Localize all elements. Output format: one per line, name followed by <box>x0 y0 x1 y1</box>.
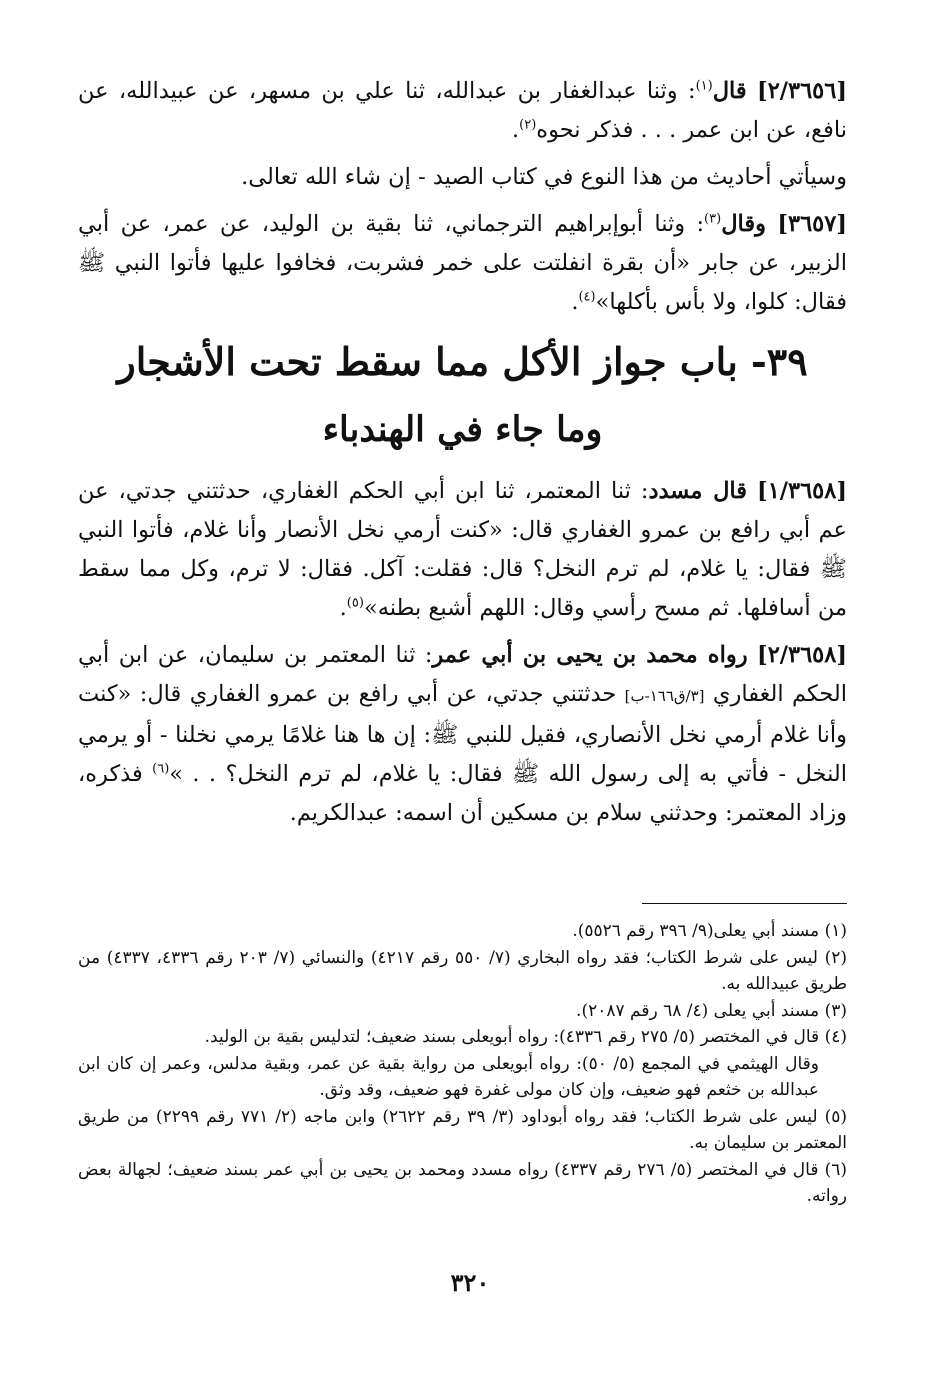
hadith-3656-2 <box>78 72 847 150</box>
narrator-label: قال <box>712 78 747 104</box>
footnote <box>78 1024 847 1051</box>
footnote <box>78 1157 847 1210</box>
footnote-text: مسند أبي يعلى(٩/ ٣٩٦ رقم ٥٥٢٦). <box>572 921 820 941</box>
footnote <box>78 1104 847 1157</box>
chapter-title: ٣٩- باب جواز الأكل مما سقط تحت الأشجار <box>117 339 808 384</box>
footnote-text: قال في المختصر (٥/ ٢٧٥ رقم ٤٣٣٦): رواه أبويعلى بسند ضعيف؛ لتدليس بقية بن الوليد. <box>204 1027 820 1047</box>
footnote-number: (٢) <box>824 947 847 968</box>
footnote <box>78 918 847 945</box>
hadith-number: [٣٦٥٧] <box>777 211 848 237</box>
footnote <box>78 945 847 998</box>
narrator-label: رواه محمد بن يحيى بن أبي عمر <box>432 642 748 668</box>
hadith-3658-1 <box>78 472 847 628</box>
hadith-3658-2 <box>78 636 847 833</box>
footnote-number: (٥) <box>824 1106 847 1127</box>
hadith-text: فذكره، وزاد المعتمر: وحدثني سلام بن مسكين أن اسمه: عبدالكريم. <box>78 761 847 826</box>
hadith-3657 <box>78 205 847 322</box>
footnote-number: (١) <box>824 921 847 941</box>
narrator-label: قال مسدد <box>648 478 748 504</box>
footnote-ref: (١) <box>695 78 713 94</box>
punctuation: . <box>339 595 347 621</box>
narrator-label: وقال <box>721 211 767 237</box>
footnote-text: مسند أبي يعلى (٤/ ٦٨ رقم ٢٠٨٧). <box>576 1000 820 1021</box>
footnote-number: (٦) <box>824 1159 847 1180</box>
punctuation: . <box>511 117 520 143</box>
footnote-divider <box>642 903 847 904</box>
editor-note <box>78 158 847 197</box>
footnote-text: وقال الهيثمي في المجمع (٥/ ٥٠): رواه أبويعلى من رواية بقية عن عمر، وبقية مدلس، وعمر إن كان ابن عبدالله بن خثعم فهو ضعيف، وإن كان مولى غفرة فهو ضعيف، وقد وثق. <box>78 1053 819 1100</box>
footnote <box>78 998 847 1025</box>
footnote-ref: (٣) <box>704 211 722 227</box>
footnote-text: ليس على شرط الكتاب؛ فقد رواه أبوداود (٣/ ٣٩ رقم ٢٦٢٢) وابن ماجه (٢/ ٧٧١ رقم ٢٢٩٩) من طريق المعتمر بن سليمان به. <box>78 1106 847 1153</box>
hadith-text: : ثنا المعتمر، ثنا ابن أبي الحكم الغفاري، حدثتني جدتي، عن عم أبي رافع بن عمرو الغفاري قال: «كنت أرمي نخل الأنصار وأنا غلام، فأتوا النبي ﷺ فقال: يا غلام، لم ترم النخل؟ قال: فقلت: آكل. فقال: لا ترم، وكل مما سقط من أسافلها. ثم مسح رأسي وقال: اللهم أشبع بطنه» <box>78 478 847 621</box>
footnote-ref: (٦) <box>152 761 170 777</box>
hadith-text: : وثنا عبدالغفار بن عبدالله، ثنا علي بن مسهر، عن عبيدالله، عن نافع، عن ابن عمر . . . فذكر نحوه <box>78 78 847 143</box>
hadith-number: [١/٣٦٥٨] <box>757 478 848 504</box>
punctuation: . <box>571 289 579 315</box>
footnote-continuation <box>78 1051 847 1104</box>
note-text: وسيأتي أحاديث من هذا النوع في كتاب الصيد - إن شاء الله تعالى. <box>241 164 847 190</box>
footnote-ref: (٤) <box>578 289 596 305</box>
footnote-text: قال في المختصر (٥/ ٢٧٦ رقم ٤٣٣٧) رواه مسدد ومحمد بن يحيى بن أبي عمر بسند ضعيف؛ لجهالة بعض رواته. <box>78 1159 847 1206</box>
footnote-text: ليس على شرط الكتاب؛ فقد رواه البخاري (٧/ ٥٥٠ رقم ٤٢١٧) والنسائي (٧/ ٢٠٣ رقم ٤٣٣٦، ٤٣٣٧) من طريق عبيدالله به. <box>78 947 847 994</box>
page-number: ٣٢٠ <box>450 1268 490 1297</box>
chapter-subtitle: وما جاء في الهندباء <box>322 409 603 450</box>
hadith-number: [٢/٣٦٥٦] <box>757 78 847 104</box>
footnote-ref: (٢) <box>519 117 537 133</box>
manuscript-ref: [٣/ق١٦٦-ب] <box>624 687 705 705</box>
footnote-ref: (٥) <box>346 595 364 611</box>
footnotes <box>78 918 847 1210</box>
hadith-number: [٢/٣٦٥٨] <box>757 642 847 668</box>
footnote-number: (٣) <box>824 1000 847 1021</box>
hadith-text: : وثنا أبوإبراهيم الترجماني، ثنا بقية بن الوليد، عن عمر، عن أبي الزبير، عن جابر «أن بقرة انفلتت على خمر فشربت، فخافوا عليها فأتوا النبي ﷺ فقال: كلوا، ولا بأس بأكلها» <box>78 211 847 315</box>
hadith-text: : ثنا المعتمر بن سليمان، عن ابن أبي الحكم الغفاري <box>78 642 848 707</box>
hadith-text: حدثتني جدتي، عن أبي رافع بن عمرو الغفاري قال: «كنت وأنا غلام أرمي نخل الأنصاري، فقيل للنبي ﷺ: إن ها هنا غلامًا يرمي نخلنا - أو يرمي النخل - فأتي به إلى رسول الله ﷺ فقال: يا غلام، لم ترم النخل؟ . . » <box>78 681 847 787</box>
footnote-number: (٤) <box>824 1027 847 1047</box>
main-text <box>78 72 847 841</box>
